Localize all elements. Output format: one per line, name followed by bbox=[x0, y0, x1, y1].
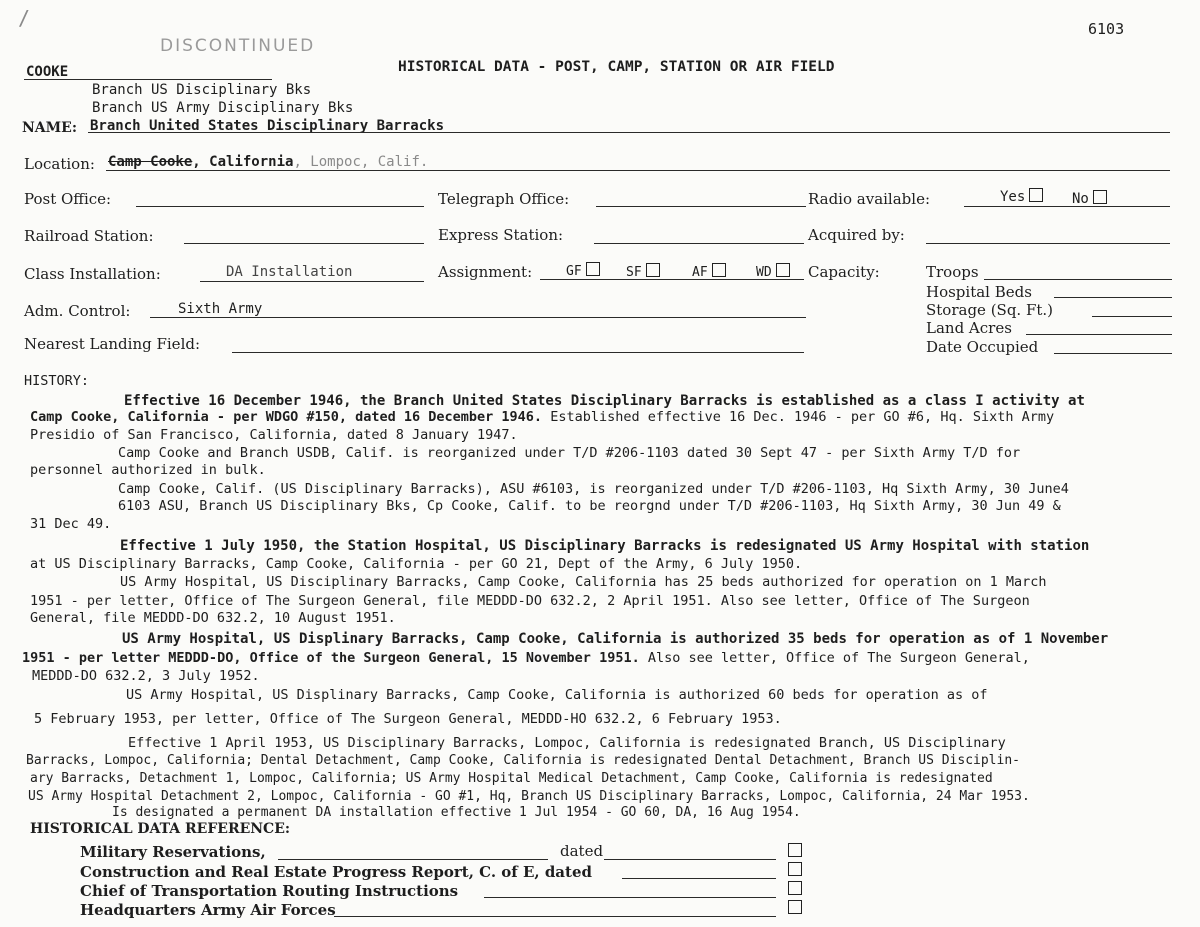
radio-yes-checkbox bbox=[1029, 188, 1043, 202]
acquired-field bbox=[926, 243, 1170, 244]
post-name: COOKE bbox=[26, 64, 69, 80]
adm-control-label: Adm. Control: bbox=[24, 302, 131, 320]
document-number: 6103 bbox=[1088, 20, 1125, 38]
capacity-beds-field bbox=[1054, 297, 1172, 298]
history-line: Effective 1 July 1950, the Station Hospital, US Disciplinary Barracks is redesignated US Army Hospital with station bbox=[120, 538, 1090, 554]
location-value: , California bbox=[192, 154, 294, 170]
history-line: personnel authorized in bulk. bbox=[30, 462, 266, 478]
location-pencil: , Lompoc, Calif. bbox=[293, 154, 429, 170]
ref-construction-label: Construction and Real Estate Progress Report, C. of E, dated bbox=[80, 863, 592, 881]
history-line: 31 Dec 49. bbox=[30, 516, 112, 532]
class-installation-value: DA Installation bbox=[226, 264, 353, 280]
capacity-troops-label: Troops bbox=[926, 263, 979, 281]
history-line: Effective 16 December 1946, the Branch United States Disciplinary Barracks is established as a class I activity at bbox=[124, 393, 1085, 409]
radio-no-checkbox bbox=[1093, 190, 1107, 204]
history-line: US Army Hospital, US Disciplinary Barracks, Camp Cooke, California has 25 beds authorized for operation on 1 March bbox=[120, 574, 1047, 590]
capacity-storage-label: Storage (Sq. Ft.) bbox=[926, 301, 1054, 319]
page-title: HISTORICAL DATA - POST, CAMP, STATION OR AIR FIELD bbox=[398, 59, 835, 75]
radio-underline bbox=[964, 206, 1170, 207]
history-label: HISTORY: bbox=[24, 373, 90, 389]
history-line: 5 February 1953, per letter, Office of The Surgeon General, MEDDD-HO 632.2, 6 February 1953. bbox=[34, 711, 782, 727]
history-line: US Army Hospital, US Displinary Barracks, Camp Cooke, California is authorized 35 beds for operation as of 1 November bbox=[122, 631, 1109, 647]
discontinued-note: DISCONTINUED bbox=[160, 36, 316, 56]
adm-control-value: Sixth Army bbox=[178, 301, 263, 317]
history-line: Also see letter, Office of The Surgeon General, bbox=[647, 650, 1030, 666]
capacity-date-label: Date Occupied bbox=[926, 338, 1039, 356]
history-line-wrap bbox=[30, 409, 1054, 425]
alt-name-1: Branch US Disciplinary Bks bbox=[92, 82, 312, 98]
class-installation-label: Class Installation: bbox=[24, 265, 161, 283]
assign-gf-option: GF bbox=[566, 262, 600, 279]
ref-transport-field bbox=[484, 897, 776, 898]
acquired-label: Acquired by: bbox=[808, 226, 905, 244]
class-installation-field bbox=[200, 281, 424, 282]
name-value: Branch United States Disciplinary Barracks bbox=[90, 118, 445, 134]
ref-military-checkbox bbox=[788, 843, 802, 857]
ref-military-reservations-field bbox=[278, 859, 548, 860]
name-label: NAME: bbox=[22, 120, 77, 136]
history-line: 1951 - per letter, Office of The Surgeon General, file MEDDD-DO 632.2, 2 April 1951. Also see letter, Office of The Surgeon bbox=[30, 593, 1030, 609]
capacity-date-field bbox=[1054, 353, 1172, 354]
adm-control-field bbox=[150, 317, 806, 318]
ref-military-reservations-label: Military Reservations, bbox=[80, 843, 266, 861]
radio-no-option: No bbox=[1072, 190, 1107, 207]
location-label: Location: bbox=[24, 155, 95, 173]
express-label: Express Station: bbox=[438, 226, 564, 244]
ref-construction-field bbox=[622, 878, 776, 879]
history-line: MEDDD-DO 632.2, 3 July 1952. bbox=[32, 668, 260, 684]
assign-af-checkbox bbox=[712, 263, 726, 277]
name-underline bbox=[88, 132, 1170, 133]
capacity-land-field bbox=[1026, 334, 1172, 335]
assignment-label: Assignment: bbox=[438, 263, 533, 281]
location-underline bbox=[106, 170, 1170, 171]
history-line: Camp Cooke, California - per WDGO #150, dated 16 December 1946. bbox=[30, 409, 543, 425]
ref-military-dated-label: dated bbox=[560, 842, 604, 860]
assign-wd-option: WD bbox=[756, 263, 790, 280]
assign-sf-checkbox bbox=[646, 263, 660, 277]
ref-hq-air-checkbox bbox=[788, 900, 802, 914]
ref-hq-air-field bbox=[334, 916, 776, 917]
post-office-label: Post Office: bbox=[24, 190, 112, 208]
capacity-troops-field bbox=[984, 279, 1172, 280]
alt-name-2: Branch US Army Disciplinary Bks bbox=[92, 100, 354, 116]
history-line-wrap bbox=[22, 650, 1030, 666]
capacity-beds-label: Hospital Beds bbox=[926, 283, 1032, 301]
history-line: Established effective 16 Dec. 1946 - per GO #6, Hq. Sixth Army bbox=[550, 409, 1055, 425]
radio-yes-option: Yes bbox=[1000, 188, 1043, 205]
history-line: ary Barracks, Detachment 1, Lompoc, California; US Army Hospital Medical Detachment, Camp Cooke, California is redesignated bbox=[30, 771, 993, 786]
location-struck: Camp Cooke bbox=[108, 154, 193, 170]
post-office-field bbox=[136, 206, 424, 207]
assign-gf-checkbox bbox=[586, 262, 600, 276]
radio-label: Radio available: bbox=[808, 190, 931, 208]
capacity-land-label: Land Acres bbox=[926, 319, 1012, 337]
landing-field-field bbox=[232, 352, 804, 353]
ref-transport-label: Chief of Transportation Routing Instructions bbox=[80, 882, 459, 900]
ref-construction-checkbox bbox=[788, 862, 802, 876]
history-line: Is designated a permanent DA installation effective 1 Jul 1954 - GO 60, DA, 16 Aug 1954. bbox=[112, 805, 801, 820]
assign-af-option: AF bbox=[692, 263, 726, 280]
history-line: US Army Hospital, US Displinary Barracks, Camp Cooke, California is authorized 60 beds for operation as of bbox=[126, 687, 988, 703]
history-line: Camp Cooke, Calif. (US Disciplinary Barracks), ASU #6103, is reorganized under T/D #206-1103, Hq Sixth Army, 30 June4 bbox=[118, 481, 1069, 497]
telegraph-field bbox=[596, 206, 806, 207]
express-field bbox=[594, 243, 804, 244]
history-line: at US Disciplinary Barracks, Camp Cooke, California - per GO 21, Dept of the Army, 6 July 1950. bbox=[30, 556, 803, 572]
history-line: US Army Hospital Detachment 2, Lompoc, California - GO #1, Hq, Branch US Disciplinary Barracks, Lompoc, California, 24 Mar 1953. bbox=[28, 789, 1030, 804]
assign-wd-checkbox bbox=[776, 263, 790, 277]
railroad-field bbox=[184, 243, 424, 244]
ref-transport-checkbox bbox=[788, 881, 802, 895]
ref-hq-air-label: Headquarters Army Air Forces bbox=[80, 901, 336, 919]
capacity-storage-field bbox=[1092, 316, 1172, 317]
railroad-label: Railroad Station: bbox=[24, 227, 154, 245]
reference-label: HISTORICAL DATA REFERENCE: bbox=[30, 821, 291, 837]
history-line: Barracks, Lompoc, California; Dental Detachment, Camp Cooke, California is redesignated Dental Detachment, Branch US Disciplin- bbox=[26, 753, 1020, 768]
telegraph-label: Telegraph Office: bbox=[438, 190, 570, 208]
capacity-label: Capacity: bbox=[808, 263, 880, 281]
history-line: Effective 1 April 1953, US Disciplinary Barracks, Lompoc, California is redesignated Branch, US Disciplinary bbox=[128, 735, 1006, 751]
history-line: 6103 ASU, Branch US Disciplinary Bks, Cp Cooke, Calif. to be reorgnd under T/D #206-1103, Hq Sixth Army, 30 Jun 49 & bbox=[118, 498, 1061, 514]
post-name-underline bbox=[24, 79, 272, 80]
pencil-tick-mark: / bbox=[18, 6, 31, 30]
ref-military-dated-field bbox=[604, 859, 776, 860]
history-line: 1951 - per letter MEDDD-DO, Office of the Surgeon General, 15 November 1951. bbox=[22, 650, 640, 666]
history-line: Camp Cooke and Branch USDB, Calif. is reorganized under T/D #206-1103 dated 30 Sept 47 - per Sixth Army T/D for bbox=[118, 445, 1021, 461]
history-line: General, file MEDDD-DO 632.2, 10 August 1951. bbox=[30, 610, 396, 626]
landing-field-label: Nearest Landing Field: bbox=[24, 335, 201, 353]
assign-sf-option: SF bbox=[626, 263, 660, 280]
history-line: Presidio of San Francisco, California, dated 8 January 1947. bbox=[30, 427, 518, 443]
